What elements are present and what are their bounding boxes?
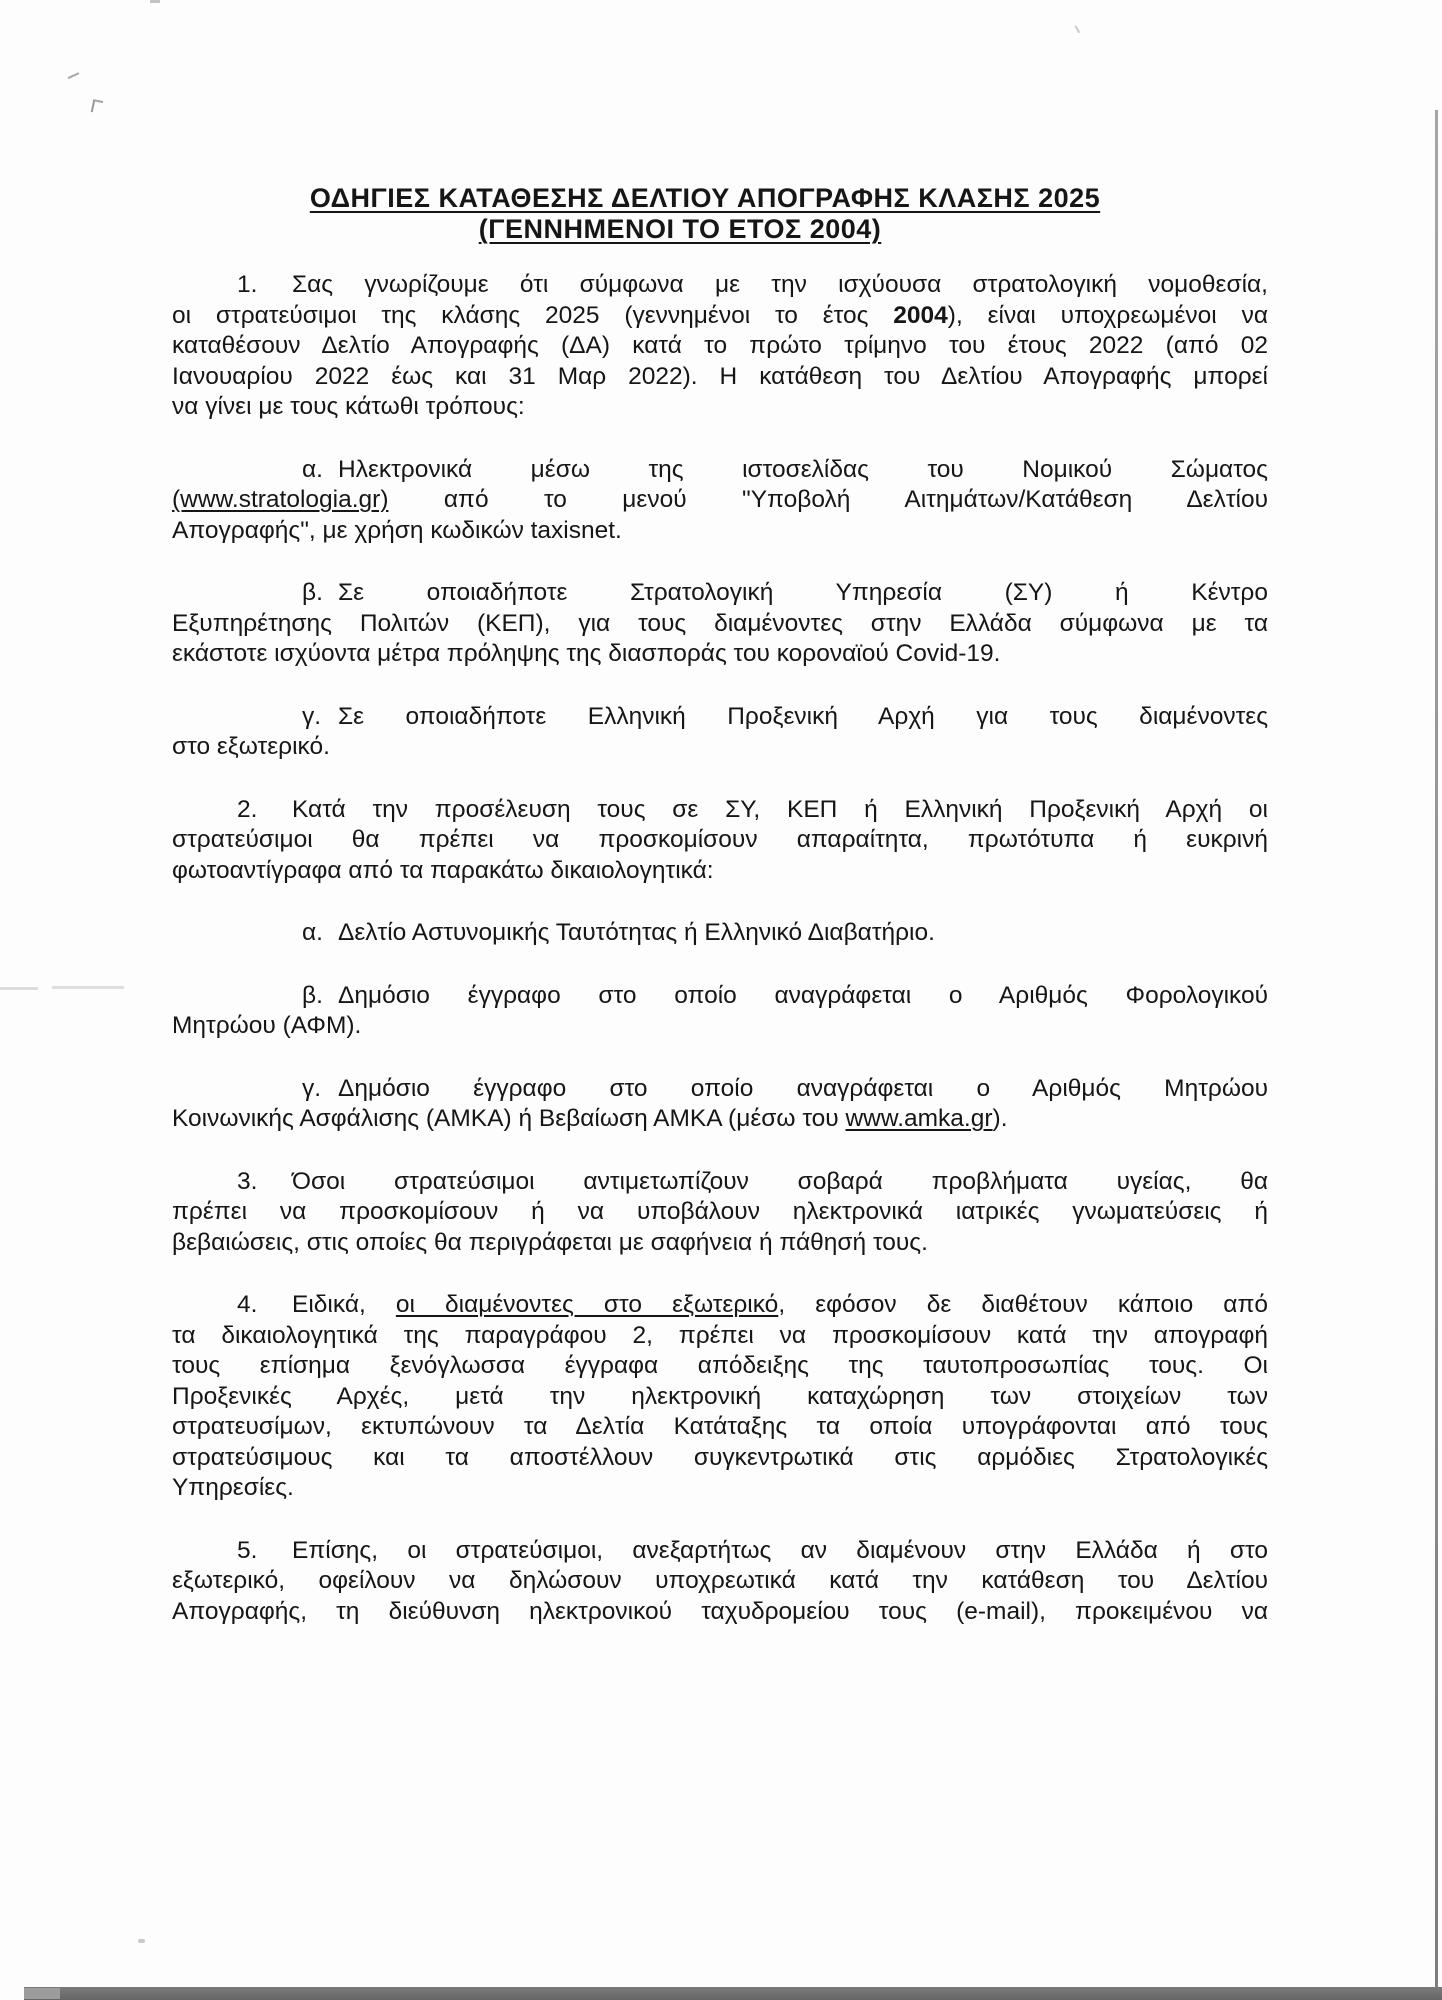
text-run: 2004	[893, 301, 948, 329]
text-line	[172, 918, 1268, 949]
text-run: φωτοαντίγραφα από τα παρακάτω δικαιολογητικά:	[172, 856, 714, 884]
text-line	[172, 1351, 1268, 1382]
text-run: Υπηρεσίες.	[172, 1474, 294, 1501]
text-run: στρατεύσιμους και τα αποστέλλουν συγκεντρωτικά στις αρμόδιες Στρατολογικές	[172, 1443, 1268, 1471]
text-run: Όσοι στρατεύσιμοι αντιμετωπίζουν σοβαρά προβλήματα υγείας, θα	[292, 1167, 1268, 1195]
paragraph-7	[172, 981, 1268, 1042]
text-run: καταθέσουν Δελτίο Απογραφής (ΔΑ) κατά το πρώτο τρίμηνο του έτους 2022 (από 02	[172, 332, 1268, 359]
amka-url: www.amka.gr	[845, 1105, 993, 1132]
text-run: εξωτερικό, οφείλουν να δηλώσουν υποχρεωτικά κατά την κατάθεση του Δελτίου	[172, 1567, 1268, 1594]
paragraph-3	[172, 578, 1268, 670]
text-line	[172, 825, 1268, 856]
scan-speck	[150, 0, 160, 3]
paragraph-1	[172, 270, 1268, 423]
text-run: βεβαιώσεις, στις οποίες θα περιγράφεται με σαφήνεια ή πάθησή τους.	[172, 1228, 928, 1256]
text-run: Ηλεκτρονικά μέσω της ιστοσελίδας του Νομικού Σώματος	[338, 455, 1268, 483]
text-line	[172, 1074, 1268, 1105]
title-line-1: ΟΔΗΓΙΕΣ ΚΑΤΑΘΕΣΗΣ ΔΕΛΤΙΟΥ ΑΠΟΓΡΑΦΗΣ ΚΛΑΣΗΣ 2025	[309, 183, 1101, 213]
text-line	[172, 331, 1268, 362]
text-line	[172, 1382, 1268, 1413]
paragraph-number: α.	[302, 919, 323, 946]
text-run: ), είναι υποχρεωμένοι να	[947, 301, 1268, 329]
pen-smudge	[91, 99, 103, 114]
text-run: τους επίσημα ξενόγλωσσα έγγραφα απόδειξης της ταυτοπροσωπίας τους. Οι	[172, 1352, 1268, 1379]
text-run: από το μενού "Υποβολή Αιτημάτων/Κατάθεση Δελτίου	[388, 486, 1268, 513]
stratologia-url: (www.stratologia.gr)	[172, 486, 389, 513]
paragraph-number: γ.	[302, 1074, 322, 1102]
text-run: στο εξωτερικό.	[172, 733, 330, 760]
text-line	[172, 1290, 1268, 1321]
text-run: Κατά την προσέλευση τους σε ΣΥ, ΚΕΠ ή Ελληνική Προξενική Αρχή οι	[292, 795, 1268, 823]
document-title	[142, 183, 1268, 245]
paragraph-number: α.	[302, 455, 323, 483]
scan-speck	[1074, 23, 1084, 33]
paragraph-9	[172, 1167, 1268, 1259]
paragraph-2	[172, 455, 1268, 547]
text-run: Επίσης, οι στρατεύσιμοι, ανεξαρτήτως αν διαμένουν στην Ελλάδα ή στο	[292, 1536, 1268, 1564]
text-run: Σας γνωρίζουμε ότι σύμφωνα με την ισχύουσα στρατολογική νομοθεσία,	[292, 271, 1268, 298]
paragraph-number: γ.	[302, 702, 322, 730]
scanner-edge-line	[1435, 110, 1438, 1987]
scan-streak	[52, 986, 124, 989]
scanner-bottom-bar-tip	[24, 1988, 60, 1999]
paragraph-number: 4.	[237, 1291, 258, 1318]
text-run: πρέπει να προσκομίσουν ή να υποβάλουν ηλεκτρονικά ιατρικές γνωματεύσεις ή	[172, 1198, 1268, 1225]
text-run: Απογραφής", με χρήση κωδικών taxisnet.	[172, 516, 622, 544]
document-body	[172, 270, 1268, 1627]
text-line	[172, 270, 1268, 301]
text-line	[172, 392, 1268, 423]
document-content	[172, 183, 1268, 1659]
text-run: Κοινωνικής Ασφάλισης (ΑΜΚΑ) ή Βεβαίωση ΑΜΚΑ (μέσω του	[172, 1105, 846, 1132]
text-line	[172, 702, 1268, 733]
text-line	[172, 1228, 1268, 1259]
scan-streak	[0, 987, 38, 990]
text-line	[172, 1566, 1268, 1597]
paragraph-number: 1.	[237, 271, 258, 298]
text-run: οι διαμένοντες στο εξωτερικό	[395, 1291, 779, 1318]
text-line	[172, 362, 1268, 393]
text-run: Απογραφής, τη διεύθυνση ηλεκτρονικού ταχυδρομείου τους (e-mail), προκειμένου να	[172, 1597, 1268, 1625]
text-line	[172, 639, 1268, 670]
text-run: , εφόσον δε διαθέτουν κάποιο από	[778, 1291, 1268, 1318]
text-run: ).	[992, 1105, 1008, 1132]
text-line	[172, 1412, 1268, 1443]
text-line	[172, 1197, 1268, 1228]
scanner-bottom-bar	[24, 1987, 1442, 2000]
text-line	[172, 516, 1268, 547]
paragraph-11	[172, 1536, 1268, 1628]
text-line	[172, 795, 1268, 826]
text-run: τα δικαιολογητικά της παραγράφου 2, πρέπει να προσκομίσουν κατά την απογραφή	[172, 1321, 1268, 1349]
text-line	[172, 485, 1268, 516]
text-run: Δημόσιο έγγραφο στο οποίο αναγράφεται ο Αριθμός Μητρώου	[338, 1074, 1268, 1102]
text-line	[172, 1011, 1268, 1042]
paragraph-number: 2.	[237, 795, 258, 823]
text-line	[172, 1443, 1268, 1474]
text-run: οι στρατεύσιμοι της κλάσης 2025 (γεννημένοι το έτος	[172, 301, 894, 329]
text-line	[172, 301, 1268, 332]
pen-smudge	[65, 66, 80, 79]
paragraph-number: 3.	[237, 1167, 258, 1195]
text-run: εκάστοτε ισχύοντα μέτρα πρόληψης της διασποράς του κοροναϊού Covid-19.	[172, 640, 1001, 667]
scan-speck	[138, 1939, 145, 1943]
text-line	[172, 732, 1268, 763]
text-line	[172, 1321, 1268, 1352]
text-line	[172, 856, 1268, 887]
text-run: στρατευσίμων, εκτυπώνουν τα Δελτία Κατάταξης τα οποία υπογράφονται από τους	[172, 1413, 1268, 1440]
text-line	[172, 609, 1268, 640]
text-run: Ιανουαρίου 2022 έως και 31 Μαρ 2022). Η κατάθεση του Δελτίου Απογραφής μπορεί	[172, 362, 1268, 390]
text-run: Σε οποιαδήποτε Στρατολογική Υπηρεσία (ΣΥ) ή Κέντρο	[338, 579, 1268, 606]
text-run: Δημόσιο έγγραφο στο οποίο αναγράφεται ο Αριθμός Φορολογικού	[338, 981, 1268, 1009]
text-run: να γίνει με τους κάτωθι τρόπους:	[172, 393, 525, 420]
paragraph-number: 5.	[237, 1536, 258, 1564]
paragraph-8	[172, 1074, 1268, 1135]
text-run: Σε οποιαδήποτε Ελληνική Προξενική Αρχή για τους διαμένοντες	[338, 702, 1268, 730]
text-run: Ειδικά,	[292, 1291, 396, 1318]
text-line	[172, 981, 1268, 1012]
text-run: Μητρώου (ΑΦΜ).	[172, 1012, 362, 1039]
text-line	[172, 1536, 1268, 1567]
paragraph-number: β.	[302, 981, 323, 1009]
text-run: Προξενικές Αρχές, μετά την ηλεκτρονική καταχώρηση των στοιχείων των	[172, 1382, 1268, 1410]
text-run: Εξυπηρέτησης Πολιτών (ΚΕΠ), για τους διαμένοντες στην Ελλάδα σύμφωνα με τα	[172, 609, 1268, 637]
text-line	[172, 1104, 1268, 1135]
paragraph-6	[172, 918, 1268, 949]
text-line	[172, 1473, 1268, 1504]
paragraph-5	[172, 795, 1268, 887]
title-line-2: (ΓΕΝΝΗΜΕΝΟΙ ΤΟ ΕΤΟΣ 2004)	[478, 214, 882, 244]
text-run: Δελτίο Αστυνομικής Ταυτότητας ή Ελληνικό Διαβατήριο.	[338, 919, 935, 946]
paragraph-number: β.	[302, 579, 323, 606]
text-line	[172, 455, 1268, 486]
text-line	[172, 1597, 1268, 1628]
paragraph-10	[172, 1290, 1268, 1504]
paragraph-4	[172, 702, 1268, 763]
text-run: στρατεύσιμοι θα πρέπει να προσκομίσουν απαραίτητα, πρωτότυπα ή ευκρινή	[172, 826, 1268, 853]
text-line	[172, 578, 1268, 609]
text-line	[172, 1167, 1268, 1198]
